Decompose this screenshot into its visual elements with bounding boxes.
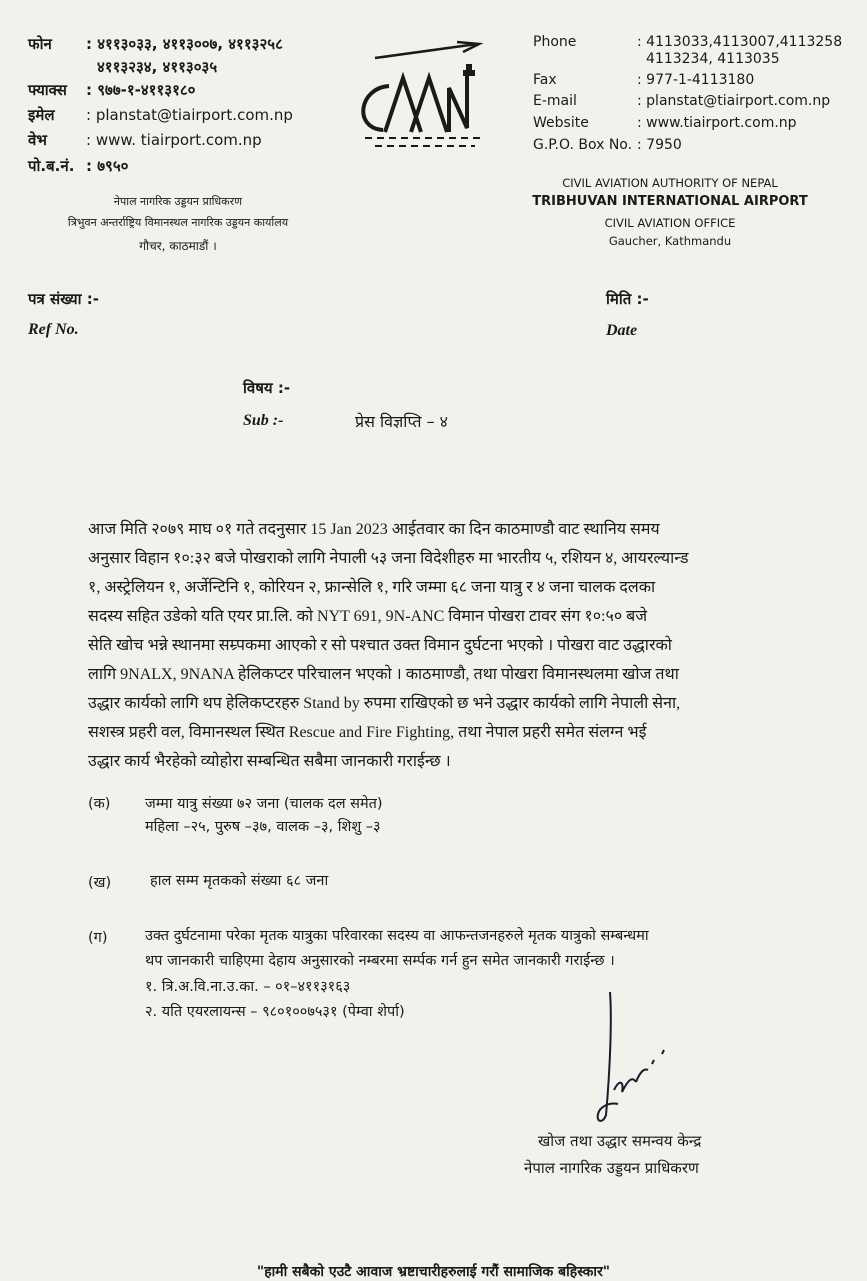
english-org-line3: CIVIL AVIATION OFFICE <box>604 216 736 230</box>
item-ga-line3: १. त्रि.अ.वि.ना.उ.का. – ०१–४११३१६३ <box>145 979 351 995</box>
nepali-email <box>28 105 293 125</box>
item-ga-line1: उक्त दुर्घटनामा परेका मृतक यात्रुका परिवारका सदस्य वा आफन्तजनहरुले मृतक यात्रुको सम्बन्धमा <box>145 928 649 944</box>
body-line: सदस्य सहित उडेको यति एयर प्रा.लि. को NYT 691, 9N-ANC विमान पोखरा टावर संग १०:५० बजे <box>88 608 648 625</box>
english-phone-line1: : 4113033,4113007,4113258 <box>637 34 843 50</box>
nepali-org-line2: त्रिभुवन अन्तर्राष्ट्रिय विमानस्थल नागरिक उड्डयन कार्यालय <box>67 216 289 229</box>
subject-value: प्रेस विज्ञप्ति – ४ <box>355 412 448 431</box>
item-ka-line2: महिला –२५, पुरुष –३७, वालक –३, शिशु –३ <box>145 819 381 835</box>
nepali-pobox-label: पो.ब.नं. <box>28 157 75 175</box>
item-ga-marker: (ग) <box>88 930 108 946</box>
body-line: सशस्त्र प्रहरी वल, विमानस्थल स्थित Rescue and Fire Fighting, तथा नेपाल प्रहरी समेत संलग्न भई <box>88 724 647 741</box>
item-ga-line4: २. यति एयरलायन्स – ९८०१००७५३१ (पेम्वा शेर्पा) <box>145 1004 405 1020</box>
signature <box>570 990 700 1130</box>
english-web <box>533 115 797 131</box>
footer-motto: "हामी सबैको एउटै आवाज भ्रष्टाचारीहरुलाई गरौं सामाजिक बहिस्कार" <box>256 1264 611 1280</box>
caan-logo <box>345 36 495 166</box>
english-pobox-value: : 7950 <box>637 137 682 153</box>
miti-label: मिति :- <box>606 290 649 308</box>
english-fax <box>533 72 754 88</box>
nepali-email-value: : planstat@tiairport.com.np <box>86 106 293 124</box>
nepali-phone-label: फोन <box>28 35 52 53</box>
english-fax-value: : 977-1-4113180 <box>637 72 755 88</box>
english-email <box>533 93 830 109</box>
bishaya-label: विषय :- <box>243 379 291 397</box>
signoff-line1: खोज तथा उद्धार समन्वय केन्द्र <box>538 1132 702 1150</box>
english-phone <box>533 34 842 50</box>
body-line: उद्धार कार्य भैरहेको व्योहोरा सम्बन्धित सबैमा जानकारी गराईन्छ । <box>88 753 451 770</box>
english-phone-label: Phone <box>533 34 577 50</box>
ref-no-label: Ref No. <box>28 321 79 338</box>
body-line: अनुसार विहान १०:३२ बजे पोखराको लागि नेपाली ५३ जना विदेशीहरु मा भारतीय ५, रशियन ४, आयरल्यान्ड <box>88 550 689 567</box>
english-phone-line2: 4113234, 4113035 <box>646 51 780 67</box>
english-org-line4: Gaucher, Kathmandu <box>608 234 732 248</box>
patra-sankhya-label: पत्र संख्या :- <box>28 290 99 308</box>
body-line: १, अस्ट्रेलियन १, अर्जेन्टिनि १, कोरियन २, फ्रान्सेलि १, गरि जम्मा ६८ जना यात्रु र ४ जना चालक दलका <box>88 579 656 596</box>
body-line: लागि 9NALX, 9NANA हेलिकप्टर परिचालन भएको । काठमाण्डौ, तथा पोखरा विमानस्थलमा खोज तथा <box>88 666 679 683</box>
nepali-pobox <box>28 156 128 176</box>
item-ga-line2: थप जानकारी चाहिएमा देहाय अनुसारको नम्बरमा सर्म्पक गर्न हुन समेत जानकारी गराईन्छ । <box>145 953 615 969</box>
nepali-web-value: : www. tiairport.com.np <box>86 131 262 149</box>
nepali-web <box>28 130 262 150</box>
sub-label: Sub :- <box>243 412 284 429</box>
nepali-fax <box>28 80 195 100</box>
body-line: आज मिति २०७९ माघ ०१ गते तदनुसार 15 Jan 2023 आईतवार का दिन काठमाण्डौ वाट स्थानिय समय <box>88 521 660 538</box>
english-pobox <box>533 137 682 153</box>
signature-icon <box>570 990 700 1130</box>
english-web-value: : www.tiairport.com.np <box>637 115 797 131</box>
item-ka-line1: जम्मा यात्रु संख्या ७२ जना (चालक दल समेत) <box>145 796 383 812</box>
nepali-pobox-value: : ७९५० <box>86 157 129 175</box>
nepali-phone-line2: ४११३२३४, ४११३०३५ <box>97 58 218 76</box>
english-email-value: : planstat@tiairport.com.np <box>637 93 831 109</box>
english-pobox-label: G.P.O. Box No. <box>533 137 633 153</box>
nepali-web-label: वेभ <box>28 131 47 149</box>
english-org-line1: CIVIL AVIATION AUTHORITY OF NEPAL <box>562 176 778 190</box>
english-fax-label: Fax <box>533 72 557 88</box>
nepali-email-label: इमेल <box>28 106 55 124</box>
body-line: उद्धार कार्यको लागि थप हेलिकप्टरहरु Stand by रुपमा राखिएको छ भने उद्धार कार्यको लागि नेपाली सेना, <box>88 695 681 712</box>
nepali-fax-value: : ९७७-१-४११३१८० <box>86 81 196 99</box>
nepali-fax-label: फ्याक्स <box>28 81 67 99</box>
nepali-org-line3: गौचर, काठमाडौं । <box>139 239 217 253</box>
caan-logo-icon <box>345 36 495 166</box>
signoff-line2: नेपाल नागरिक उड्डयन प्राधिकरण <box>524 1159 699 1177</box>
nepali-phone <box>28 34 283 54</box>
date-label: Date <box>606 322 638 339</box>
body-line: सेति खोच भन्ने स्थानमा सम्र्पकमा आएको र सो पश्चात उक्त विमान दुर्घटना भएको । पोखरा वाट उद्धारको <box>88 637 672 654</box>
english-web-label: Website <box>533 115 589 131</box>
english-email-label: E-mail <box>533 93 577 109</box>
item-ka-marker: (क) <box>88 796 111 812</box>
item-kha-line1: हाल सम्म मृतकको संख्या ६८ जना <box>150 873 329 889</box>
english-org-line2: TRIBHUVAN INTERNATIONAL AIRPORT <box>532 194 808 209</box>
nepali-phone-line1: : ४११३०३३, ४११३००७, ४११३२५८ <box>86 35 283 53</box>
nepali-org-line1: नेपाल नागरिक उड्डयन प्राधिकरण <box>113 195 243 208</box>
item-kha-marker: (ख) <box>88 875 112 891</box>
